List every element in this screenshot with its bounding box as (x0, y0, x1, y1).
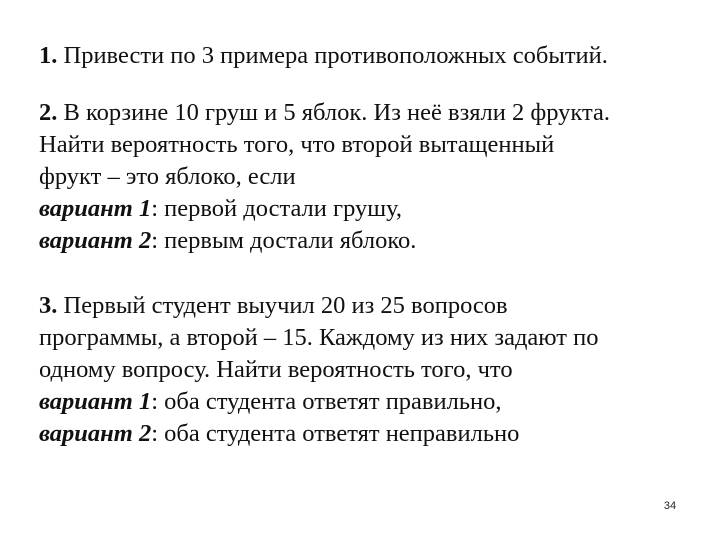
task-3-text-1: Первый студент выучил 20 из 25 вопросов (63, 292, 508, 319)
task-2-variant-2 (39, 225, 699, 257)
task-2-variant-1 (39, 193, 699, 225)
task-3-text-2: программы, а второй – 15. Каждому из них задают по (39, 324, 599, 351)
task-2-variant-2-text: : первым достали яблоко. (151, 227, 417, 254)
task-2 (39, 97, 699, 257)
task-3 (39, 290, 699, 450)
task-3-variant-1 (39, 386, 699, 418)
task-2-variant-1-text: : первой достали грушу, (151, 195, 403, 222)
task-3-variant-1-text: : оба студента ответят правильно, (151, 388, 502, 415)
task-3-variant-2-label: вариант 2 (39, 420, 152, 447)
task-3-variant-1-label: вариант 1 (39, 388, 152, 415)
task-3-line-1 (39, 290, 699, 322)
task-3-text-3: одному вопросу. Найти вероятность того, что (39, 356, 513, 383)
task-2-line-1 (39, 97, 699, 129)
task-3-variant-2 (39, 418, 699, 450)
task-1-text: Привести по 3 примера противоположных событий. (63, 42, 608, 69)
task-2-text-3: фрукт – это яблоко, если (39, 163, 296, 190)
task-3-number: 3. (39, 292, 58, 319)
task-1-line-1 (39, 40, 699, 72)
page-number: 34 (663, 500, 677, 512)
task-2-text-2: Найти вероятность того, что второй вытащенный (39, 131, 555, 158)
task-3-variant-2-text: : оба студента ответят неправильно (151, 420, 520, 447)
task-1-number: 1. (39, 42, 58, 69)
task-2-text-1: В корзине 10 груш и 5 яблок. Из неё взяли 2 фрукта. (63, 99, 611, 126)
task-2-number: 2. (39, 99, 58, 126)
task-1 (39, 40, 699, 72)
task-2-variant-1-label: вариант 1 (39, 195, 152, 222)
task-2-variant-2-label: вариант 2 (39, 227, 152, 254)
